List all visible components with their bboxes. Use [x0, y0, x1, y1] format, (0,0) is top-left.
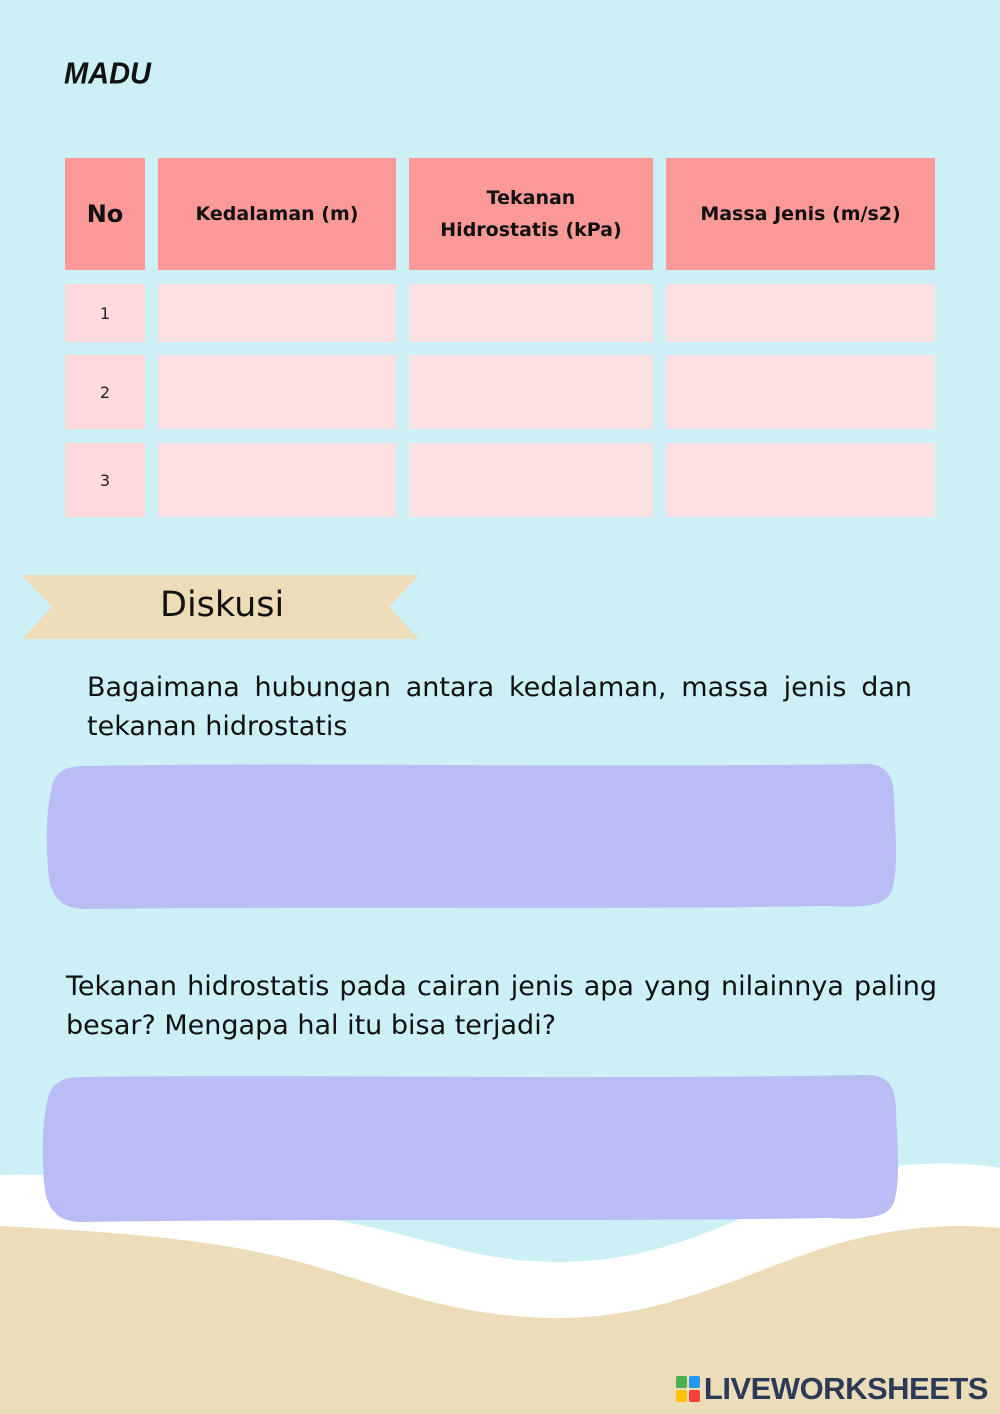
header-massa-jenis: Massa Jenis (m/s2)	[666, 158, 935, 270]
header-tekanan-line1: Tekanan	[486, 187, 576, 209]
row-2-no: 2	[65, 355, 145, 429]
row-2-tekanan-input[interactable]	[409, 355, 653, 429]
question-1: Bagaimana hubungan antara kedalaman, massa jenis dan tekanan hidrostatis	[87, 672, 912, 742]
row-3-kedalaman-input[interactable]	[158, 443, 396, 517]
row-1-kedalaman-input[interactable]	[158, 284, 396, 342]
header-tekanan-line2: Hidrostatis (kPa)	[440, 219, 622, 241]
header-tekanan	[409, 158, 653, 270]
brand-name: LIVEWORKSHEETS	[703, 1371, 988, 1406]
row-3-tekanan-input[interactable]	[409, 443, 653, 517]
liveworksheets-logo-icon	[676, 1376, 700, 1402]
row-1-no: 1	[65, 284, 145, 342]
liveworksheets-brand	[676, 1371, 988, 1407]
header-kedalaman: Kedalaman (m)	[158, 158, 396, 270]
answer-box-1[interactable]	[46, 760, 898, 912]
row-2-kedalaman-input[interactable]	[158, 355, 396, 429]
row-3-no: 3	[65, 443, 145, 517]
row-2-massa-jenis-input[interactable]	[666, 355, 935, 429]
question-2: Tekanan hidrostatis pada cairan jenis apa yang nilainnya paling besar? Mengapa hal itu bisa terjadi?	[66, 971, 937, 1041]
answer-box-2[interactable]	[42, 1072, 900, 1224]
discussion-heading: Diskusi	[160, 585, 285, 625]
row-1-tekanan-input[interactable]	[409, 284, 653, 342]
row-3-massa-jenis-input[interactable]	[666, 443, 935, 517]
page-title: MADU	[64, 57, 151, 91]
row-1-massa-jenis-input[interactable]	[666, 284, 935, 342]
header-no: No	[65, 158, 145, 270]
